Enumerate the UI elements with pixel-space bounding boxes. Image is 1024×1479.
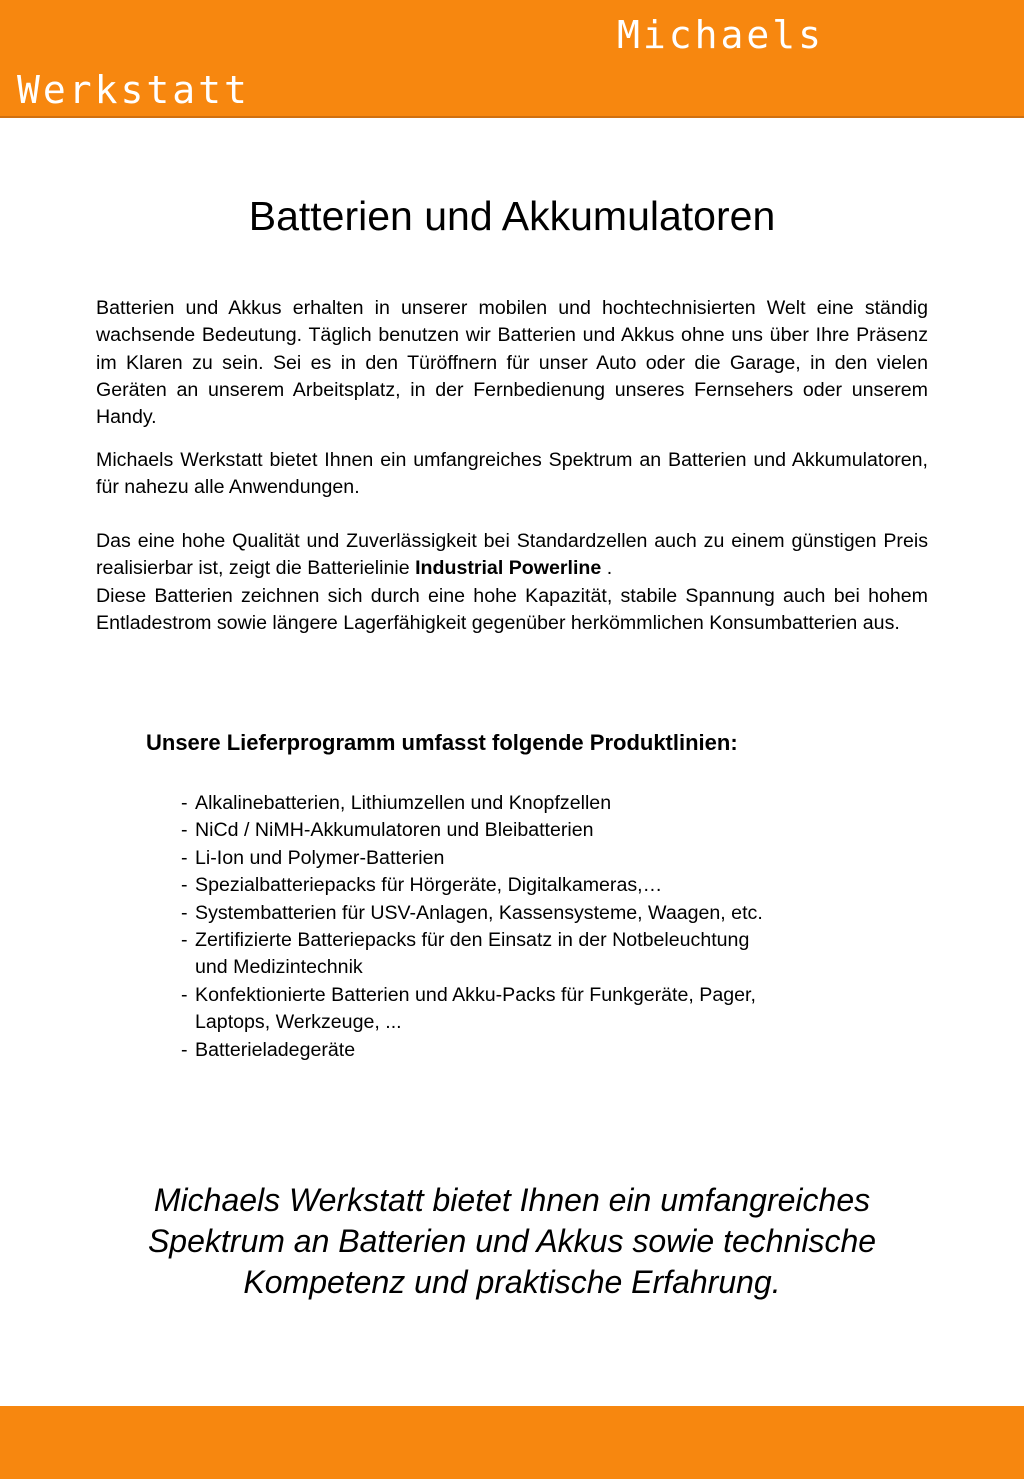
intro-paragraph: Batterien und Akkus erhalten in unserer mobilen und hochtechnisierten Welt eine ständig wachsende Bedeutung. Täglich benutzen wir Batterien und Akkus ohne uns über Ihre Präsenz im Klaren zu sein. Sei es in den Türöffnern für unser Auto oder die Garage, in den vielen Geräten an unserem Arbeitsplatz, in der Fernbedienung unseres Fernsehers oder unserem Handy. — [96, 297, 928, 429]
product-line-name: Industrial Powerline — [415, 557, 602, 580]
list-item-text: NiCd / NiMH-Akkumulatoren und Bleibatterien — [195, 819, 594, 842]
footer-bar — [0, 1406, 1024, 1479]
closing-line-3: Kompetenz und praktische Erfahrung. — [243, 1264, 781, 1300]
header-bar — [0, 0, 1024, 116]
list-item-text: Li-Ion und Polymer-Batterien — [195, 846, 445, 869]
list-item — [181, 1037, 763, 1064]
page-title: Batterien und Akkumulatoren — [248, 193, 776, 239]
list-item — [181, 900, 763, 927]
list-item — [181, 845, 763, 872]
closing-line-2: Spektrum an Batterien und Akkus sowie technische — [147, 1223, 877, 1259]
list-dash: - — [181, 1038, 188, 1061]
list-dash: - — [181, 819, 188, 842]
list-dash: - — [181, 929, 188, 952]
list-item-continuation: Laptops, Werkzeuge, ... — [195, 1011, 402, 1034]
brand-name-line1: Michaels — [617, 13, 825, 57]
product-lines-list — [181, 790, 763, 1064]
quality-paragraph-text: Das eine hohe Qualität und Zuverlässigkeit bei Standardzellen auch zu einem günstigen Preis realisierbar ist, zeigt die Batterielinie — [96, 530, 928, 580]
list-item — [181, 982, 763, 1037]
closing-line-1: Michaels Werkstatt bietet Ihnen ein umfangreiches — [153, 1182, 871, 1218]
list-item — [181, 927, 763, 982]
list-item — [181, 790, 763, 817]
list-item-text: Spezialbatteriepacks für Hörgeräte, Digitalkameras,… — [195, 874, 663, 897]
list-item — [181, 872, 763, 899]
list-dash: - — [181, 846, 188, 869]
list-item-text: Batterieladegeräte — [195, 1038, 356, 1061]
list-item — [181, 817, 763, 844]
brand-name-line2: Werkstatt — [17, 68, 250, 112]
header-divider — [0, 116, 1024, 118]
quality-paragraph-end: . — [601, 557, 613, 580]
list-item-continuation: und Medizintechnik — [195, 956, 363, 979]
product-lines-heading: Unsere Lieferprogramm umfasst folgende Produktlinien: — [146, 730, 738, 755]
list-item-text: Zertifizierte Batteriepacks für den Einsatz in der Notbeleuchtung — [195, 929, 750, 952]
offer-paragraph: Michaels Werkstatt bietet Ihnen ein umfangreiches Spektrum an Batterien und Akkumulatoren, für nahezu alle Anwendungen. — [96, 449, 928, 499]
list-dash: - — [181, 874, 188, 897]
list-item-text: Alkalinebatterien, Lithiumzellen und Knopfzellen — [195, 792, 612, 814]
features-paragraph: Diese Batterien zeichnen sich durch eine hohe Kapazität, stabile Spannung auch bei hohem Entladestrom sowie längere Lagerfähigkeit gegenüber herkömmlichen Konsumbatterien aus. — [96, 585, 928, 635]
list-dash: - — [181, 983, 188, 1006]
list-dash: - — [181, 901, 188, 924]
quality-paragraph — [96, 528, 928, 583]
list-item-text: Konfektionierte Batterien und Akku-Packs für Funkgeräte, Pager, — [195, 983, 756, 1006]
list-dash: - — [181, 792, 188, 814]
closing-statement — [0, 1180, 1024, 1303]
list-item-text: Systembatterien für USV-Anlagen, Kassensysteme, Waagen, etc. — [195, 901, 763, 924]
